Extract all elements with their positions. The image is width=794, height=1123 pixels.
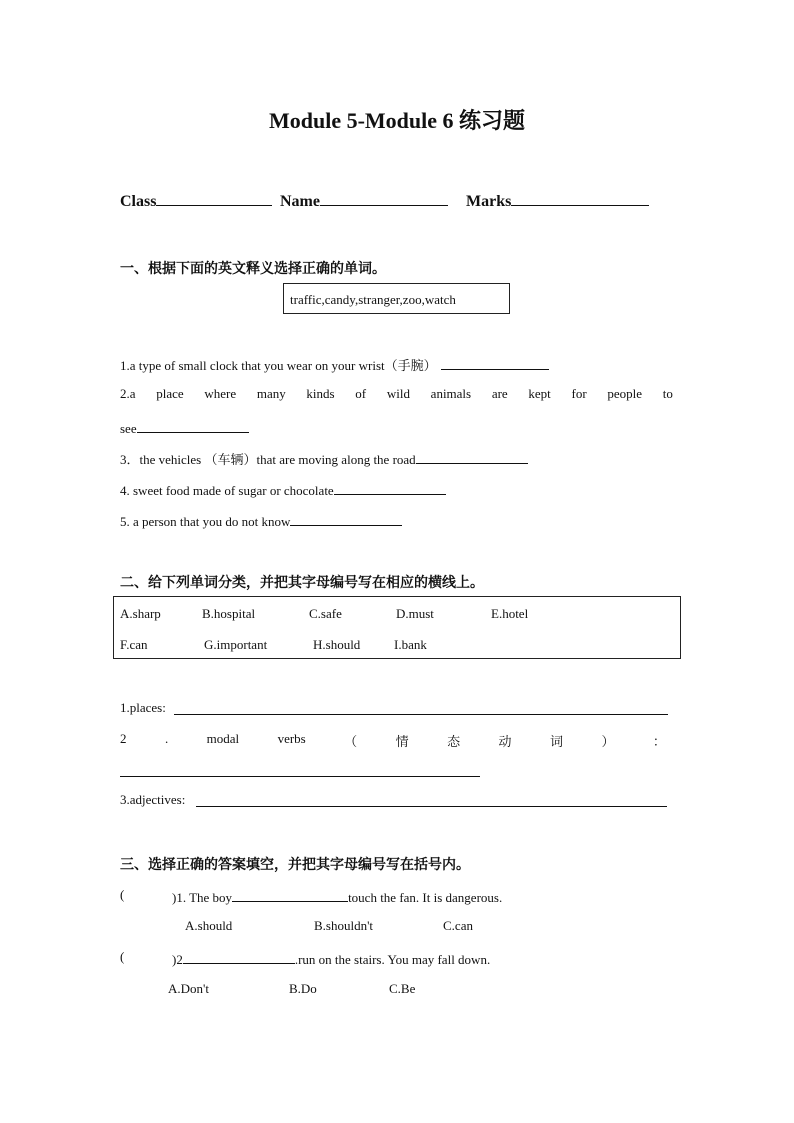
s1-question-2-line1 <box>120 386 673 402</box>
word-bank-text: traffic,candy,stranger,zoo,watch <box>290 292 456 307</box>
s3-q1-paren-open[interactable]: ( <box>120 887 125 902</box>
s1-q2-word: to <box>662 386 673 401</box>
word-option: C.safe <box>309 606 342 621</box>
s3-q2-post: .run on the stairs. You may fall down. <box>294 952 491 967</box>
s1-q1-text: 1.a type of small clock that you wear on your wrist（手腕） <box>120 358 437 373</box>
s1-question-1 <box>120 355 549 374</box>
s3-q1-blank[interactable] <box>232 887 348 902</box>
s1-q2-see: see <box>120 421 137 436</box>
class-blank[interactable] <box>156 191 272 206</box>
s1-q2-blank[interactable] <box>137 418 249 433</box>
word-option: A.sharp <box>120 606 161 621</box>
s3-question-1 <box>172 887 502 906</box>
s3-q2-option[interactable]: B.Do <box>289 981 317 996</box>
class-label: Class <box>120 193 157 210</box>
s1-q2-word: many <box>256 386 286 401</box>
s3-q1-option[interactable]: B.shouldn't <box>314 918 374 933</box>
s2-q3-blank[interactable] <box>196 806 667 807</box>
name-label: Name <box>280 193 320 210</box>
s3-q2-paren-open[interactable]: ( <box>120 949 125 964</box>
s2-q2-word: modal <box>206 731 240 746</box>
word-classify-box <box>113 596 681 659</box>
s1-q4-text: 4. sweet food made of sugar or chocolate <box>120 483 334 498</box>
word-option: B.hospital <box>202 606 256 621</box>
s1-q3-text: 3．the vehicles （车辆）that are moving along the road <box>120 452 416 467</box>
s2-q2-word: 动 <box>498 734 512 749</box>
s1-q2-word: for <box>571 386 587 401</box>
s2-q2-word: ： <box>652 734 666 749</box>
s1-q2-word: place <box>156 386 184 401</box>
word-option: G.important <box>204 637 268 652</box>
page-title: Module 5-Module 6 练习题 <box>268 108 526 133</box>
s3-q2-blank[interactable] <box>183 949 295 964</box>
s2-q2-word: 情 <box>395 734 409 749</box>
s2-q1-blank[interactable] <box>174 714 668 715</box>
s2-q2-blank[interactable] <box>120 776 480 777</box>
s1-q2-word: 2.a <box>120 386 136 401</box>
word-option: D.must <box>396 606 434 621</box>
s3-q2-option[interactable]: C.Be <box>389 981 416 996</box>
s1-question-5 <box>120 511 402 530</box>
s1-question-4 <box>120 480 446 499</box>
marks-field[interactable] <box>466 191 649 211</box>
s3-question-2 <box>172 949 490 968</box>
s2-q2-word: ） <box>601 734 615 749</box>
s1-q5-text: 5. a person that you do not know <box>120 514 291 529</box>
s3-q2-option[interactable]: A.Don't <box>168 981 209 996</box>
s1-question-3 <box>120 449 528 468</box>
class-field[interactable] <box>120 191 272 211</box>
marks-label: Marks <box>466 193 512 210</box>
s1-q3-blank[interactable] <box>416 449 528 464</box>
word-option: I.bank <box>394 637 427 652</box>
s2-q2-word: 态 <box>447 734 461 749</box>
name-field[interactable] <box>280 191 448 211</box>
section2-heading: 二、给下列单词分类，并把其字母编号写在相应的横线上。 <box>120 576 484 591</box>
s3-q1-option[interactable]: C.can <box>443 918 473 933</box>
s2-q2-word: . <box>164 731 169 746</box>
s2-question-3-label: 3.adjectives: <box>120 792 186 807</box>
word-bank-box <box>283 283 510 314</box>
s1-q5-blank[interactable] <box>290 511 402 526</box>
word-option: H.should <box>313 637 361 652</box>
s1-q2-word: kinds <box>306 386 335 401</box>
s1-q2-word: kept <box>528 386 551 401</box>
s1-q2-word: where <box>204 386 237 401</box>
s1-q2-word: are <box>491 386 508 401</box>
s1-q2-word: people <box>607 386 643 401</box>
s3-q1-post: touch the fan. It is dangerous. <box>348 890 503 905</box>
s1-q2-word: wild <box>386 386 410 401</box>
s2-q2-word: verbs <box>277 731 306 746</box>
s1-q2-word: of <box>355 386 367 401</box>
word-option: E.hotel <box>491 606 529 621</box>
s3-q1-pre: )1. The boy <box>172 890 233 905</box>
name-blank[interactable] <box>320 191 448 206</box>
s2-q2-word: 2 <box>120 731 127 746</box>
s1-question-2-line2 <box>120 418 249 437</box>
s2-q2-word: （ <box>344 734 358 749</box>
s2-q2-word: 词 <box>549 734 563 749</box>
s1-q1-blank[interactable] <box>441 355 549 370</box>
s1-q2-word: animals <box>430 386 472 401</box>
s2-question-2 <box>120 731 666 750</box>
word-option: F.can <box>120 637 148 652</box>
s2-question-1-label: 1.places: <box>120 700 166 715</box>
s3-q2-pre: )2 <box>172 952 183 967</box>
s3-q1-option[interactable]: A.should <box>185 918 233 933</box>
s1-q4-blank[interactable] <box>334 480 446 495</box>
section1-heading: 一、根据下面的英文释义选择正确的单词。 <box>120 262 386 277</box>
section3-heading: 三、选择正确的答案填空，并把其字母编号写在括号内。 <box>120 858 470 873</box>
marks-blank[interactable] <box>511 191 649 206</box>
